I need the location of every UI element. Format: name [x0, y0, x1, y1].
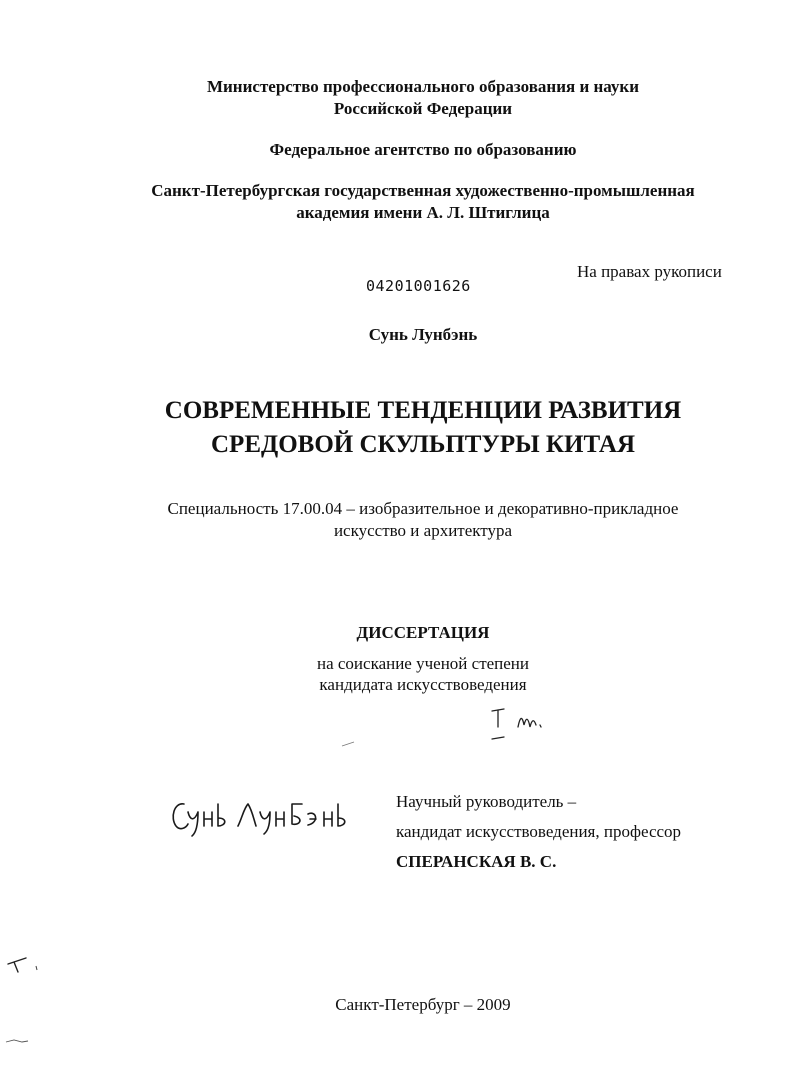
supervisor-name: СПЕРАНСКАЯ В. С.	[396, 852, 557, 871]
ministry-line-1: Министерство профессионального образования и науки	[206, 77, 640, 96]
ministry-name	[0, 76, 796, 120]
scan-artifact-mark	[2, 1034, 32, 1048]
degree-line-2: кандидата искусствоведения	[319, 675, 527, 694]
author-name: Сунь Лунбэнь	[368, 325, 478, 344]
rights-note: На правах рукописи	[577, 262, 722, 281]
academy-line-1: Санкт-Петербургская государственная художественно-промышленная	[151, 181, 695, 200]
specialty-line-2: искусство и архитектура	[333, 521, 513, 540]
specialty-line-1: Специальность 17.00.04 – изобразительное и декоративно-прикладное	[167, 499, 679, 518]
ministry-line-2: Российской Федерации	[333, 99, 513, 118]
stray-mark	[340, 738, 360, 750]
archive-code: 04201001626	[366, 277, 471, 295]
supervisor-degree: кандидат искусствоведения, профессор	[396, 822, 682, 841]
supervisor-block	[396, 787, 681, 877]
dissertation-heading: ДИССЕРТАЦИЯ	[356, 623, 490, 642]
academy-name	[0, 180, 796, 224]
scan-artifact-mark	[4, 954, 44, 978]
supervisor-label: Научный руководитель –	[396, 792, 577, 811]
dissertation-title	[0, 394, 796, 462]
title-line-2: СРЕДОВОЙ СКУЛЬПТУРЫ КИТАЯ	[211, 431, 635, 458]
academy-line-2: академия имени А. Л. Штиглица	[296, 203, 550, 222]
degree-description	[0, 653, 796, 695]
title-line-1: СОВРЕМЕННЫЕ ТЕНДЕНЦИИ РАЗВИТИЯ	[164, 397, 682, 424]
handwritten-signature	[168, 790, 368, 840]
specialty	[0, 498, 796, 542]
degree-line-1: на соискание ученой степени	[316, 654, 530, 673]
agency-name: Федеральное агентство по образованию	[269, 140, 577, 159]
city-year: Санкт-Петербург – 2009	[335, 995, 511, 1014]
pencil-mark	[488, 705, 558, 745]
